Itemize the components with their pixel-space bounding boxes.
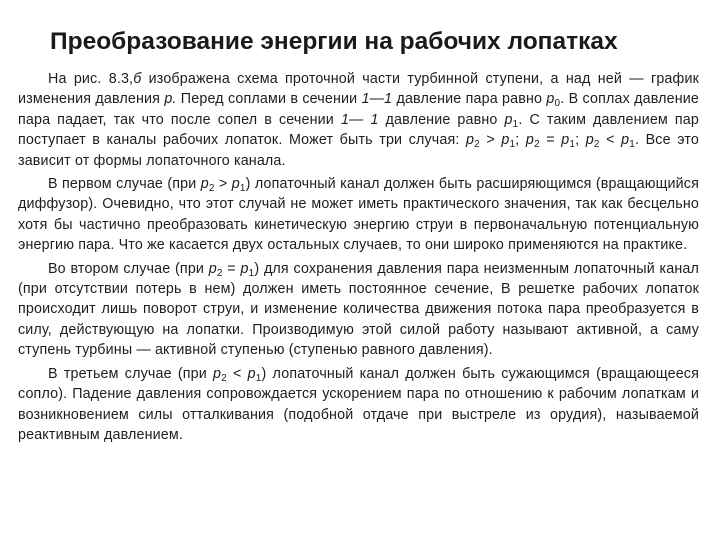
subscript-index: 1 (509, 139, 516, 151)
text-run: . В соплах давление пара падает, так что после сопел в сечении (18, 91, 699, 128)
italic-term: p (231, 176, 240, 193)
italic-term: p (585, 132, 594, 149)
italic-term: б (133, 71, 142, 87)
italic-term: p (525, 132, 535, 149)
text-run: давление пара равно (392, 91, 547, 108)
slide-title: Преобразование энергии на рабочих лопатках (50, 28, 618, 55)
subscript-index: 2 (208, 183, 215, 195)
italic-term: p (200, 176, 209, 193)
subscript-index: 1 (629, 139, 635, 151)
subscript-index: 2 (593, 139, 600, 151)
italic-term: p (240, 260, 249, 277)
italic-term: p (247, 365, 256, 382)
italic-term: p (504, 111, 513, 128)
subscript-index: 1 (248, 267, 255, 279)
body-text (18, 69, 699, 448)
paragraph-case-one (18, 174, 699, 256)
text-run: ) для сохранения давления пара неизменным лопаточный канал (при отсутствии потерь в нем) должен иметь постоянное сечение, В решетке рабочих лопаток происходит лишь поворот струи, и изменение количества движения потока пара преобразуется в силу, действующую на лопатки. Производимую этой силой работу называют активной, а саму ступень турбины — активной ступенью (ступенью равного давления). (18, 260, 699, 359)
text-run: На рис. 8.3, (48, 71, 134, 87)
text-run: ) лопаточный канал должен быть расширяющимся (вращающийся диффузор). Очевидно, что этот случай не может иметь практического значения, так как бесцельно хотя бы частично преобразовать кинетическую энергию струи в первоначальную потенциальную энергию пара. Что же касается двух остальных случаев, то они широко применяются на практике. (18, 176, 699, 254)
text-run: изображена схема проточной части турбинной ступени, а над ней — график изменения давления (18, 71, 699, 108)
subscript-index: 1 (239, 183, 246, 195)
text-run: В первом случае (при (48, 176, 201, 193)
italic-term: p (546, 91, 555, 108)
italic-term: 1— 1 (340, 111, 379, 128)
text-run: > (214, 176, 232, 193)
text-run: ; (515, 132, 526, 149)
italic-term: 1—1 (361, 91, 393, 108)
text-run: давление равно (378, 111, 505, 128)
italic-term: p (466, 132, 475, 149)
subscript-index: 1 (569, 139, 576, 151)
text-run: ; (575, 132, 586, 149)
italic-term: p (561, 132, 570, 149)
subscript-index: 2 (534, 139, 540, 151)
text-run: . Все это зависит от формы лопаточного канала. (18, 132, 699, 169)
text-run: = (539, 132, 562, 149)
italic-term: p (208, 260, 217, 277)
subscript-index: 1 (512, 118, 519, 130)
text-run: В третьем случае (при (48, 365, 214, 382)
italic-term: p (501, 132, 510, 149)
text-run: ) лопаточный канал должен быть сужающимся (вращающееся сопло). Падение давления сопровождается ускорением пара по отношению к рабочим лопаткам и возникновением силы отталкивания (подобной отдаче при выстреле из орудия), называемой реактивным давлением. (18, 365, 699, 443)
text-run: = (222, 260, 241, 277)
subscript-index: 2 (474, 139, 480, 151)
subscript-index: 0 (554, 98, 561, 110)
text-run: Во втором случае (при (48, 260, 209, 277)
subscript-index: 2 (216, 267, 223, 279)
italic-term: p (213, 365, 222, 382)
subscript-index: 2 (221, 372, 227, 384)
text-run: < (599, 132, 622, 149)
italic-term: p (621, 132, 630, 149)
text-run: . С таким давлением пар поступает в каналы рабочих лопаток. Может быть три случая: (18, 111, 699, 149)
paragraph-intro (18, 69, 699, 171)
text-run: > (479, 132, 502, 149)
text-run: < (226, 365, 248, 382)
subscript-index: 1 (255, 372, 262, 384)
paragraph-case-three (18, 364, 699, 446)
italic-term: р. (164, 91, 177, 108)
paragraph-case-two (18, 259, 699, 361)
text-run: Перед соплами в сечении (176, 91, 362, 108)
